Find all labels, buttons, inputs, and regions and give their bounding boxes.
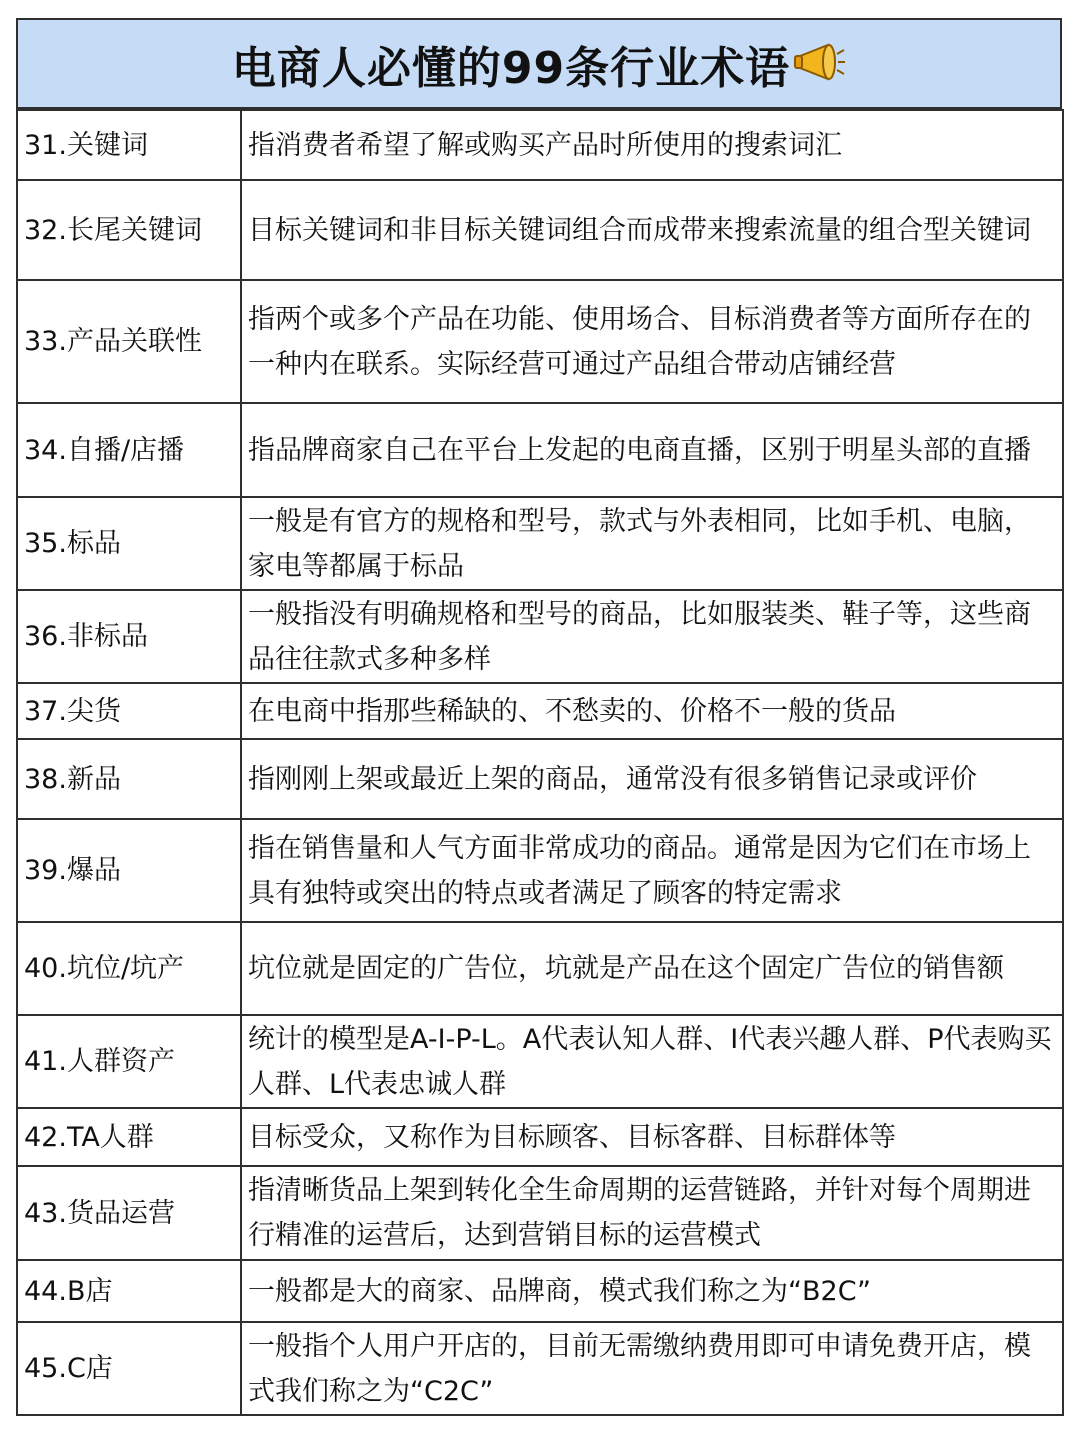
definition-cell: 一般都是大的商家、品牌商，模式我们称之为“B2C” (241, 1260, 1063, 1322)
definition-cell: 指消费者希望了解或购买产品时所使用的搜索词汇 (241, 110, 1063, 180)
definition-cell: 在电商中指那些稀缺的、不愁卖的、价格不一般的货品 (241, 683, 1063, 739)
terms-table (16, 109, 1064, 1416)
term-cell: 44.B店 (17, 1260, 241, 1322)
table-row (17, 180, 1063, 280)
definition-cell: 一般是有官方的规格和型号，款式与外表相同，比如手机、电脑，家电等都属于标品 (241, 497, 1063, 590)
table-row (17, 590, 1063, 683)
title-bar (16, 18, 1062, 109)
definition-cell: 指刚刚上架或最近上架的商品，通常没有很多销售记录或评价 (241, 739, 1063, 819)
definition-cell: 坑位就是固定的广告位，坑就是产品在这个固定广告位的销售额 (241, 922, 1063, 1015)
table-row (17, 110, 1063, 180)
term-cell: 38.新品 (17, 739, 241, 819)
term-cell: 33.产品关联性 (17, 280, 241, 403)
term-cell: 34.自播/店播 (17, 403, 241, 497)
definition-cell: 指在销售量和人气方面非常成功的商品。通常是因为它们在市场上具有独特或突出的特点或者满足了顾客的特定需求 (241, 819, 1063, 922)
page-title: 电商人必懂的99条行业术语 (231, 42, 791, 94)
term-cell: 45.C店 (17, 1322, 241, 1415)
definition-cell: 目标受众，又称作为目标顾客、目标客群、目标群体等 (241, 1108, 1063, 1166)
definition-cell: 一般指没有明确规格和型号的商品，比如服装类、鞋子等，这些商品往往款式多种多样 (241, 590, 1063, 683)
table-row (17, 922, 1063, 1015)
term-cell: 35.标品 (17, 497, 241, 590)
table-row (17, 683, 1063, 739)
term-cell: 43.货品运营 (17, 1166, 241, 1260)
definition-cell: 指清晰货品上架到转化全生命周期的运营链路，并针对每个周期进行精准的运营后，达到营销目标的运营模式 (241, 1166, 1063, 1260)
definition-cell: 指两个或多个产品在功能、使用场合、目标消费者等方面所存在的一种内在联系。实际经营可通过产品组合带动店铺经营 (241, 280, 1063, 403)
term-cell: 42.TA人群 (17, 1108, 241, 1166)
table-row (17, 497, 1063, 590)
megaphone-icon (794, 42, 846, 86)
definition-cell: 一般指个人用户开店的，目前无需缴纳费用即可申请免费开店，模式我们称之为“C2C” (241, 1322, 1063, 1415)
table-row (17, 280, 1063, 403)
table-row (17, 1108, 1063, 1166)
table-row (17, 819, 1063, 922)
table-row (17, 1260, 1063, 1322)
table-row (17, 1015, 1063, 1108)
table-row (17, 1166, 1063, 1260)
definition-cell: 目标关键词和非目标关键词组合而成带来搜索流量的组合型关键词 (241, 180, 1063, 280)
table-row (17, 1322, 1063, 1415)
table-row (17, 403, 1063, 497)
term-cell: 41.人群资产 (17, 1015, 241, 1108)
definition-cell: 指品牌商家自己在平台上发起的电商直播，区别于明星头部的直播 (241, 403, 1063, 497)
table-row (17, 739, 1063, 819)
term-cell: 40.坑位/坑产 (17, 922, 241, 1015)
terms-sheet (16, 18, 1062, 1416)
term-cell: 31.关键词 (17, 110, 241, 180)
term-cell: 39.爆品 (17, 819, 241, 922)
definition-cell: 统计的模型是A-I-P-L。A代表认知人群、I代表兴趣人群、P代表购买人群、L代表忠诚人群 (241, 1015, 1063, 1108)
term-cell: 36.非标品 (17, 590, 241, 683)
term-cell: 32.长尾关键词 (17, 180, 241, 280)
term-cell: 37.尖货 (17, 683, 241, 739)
